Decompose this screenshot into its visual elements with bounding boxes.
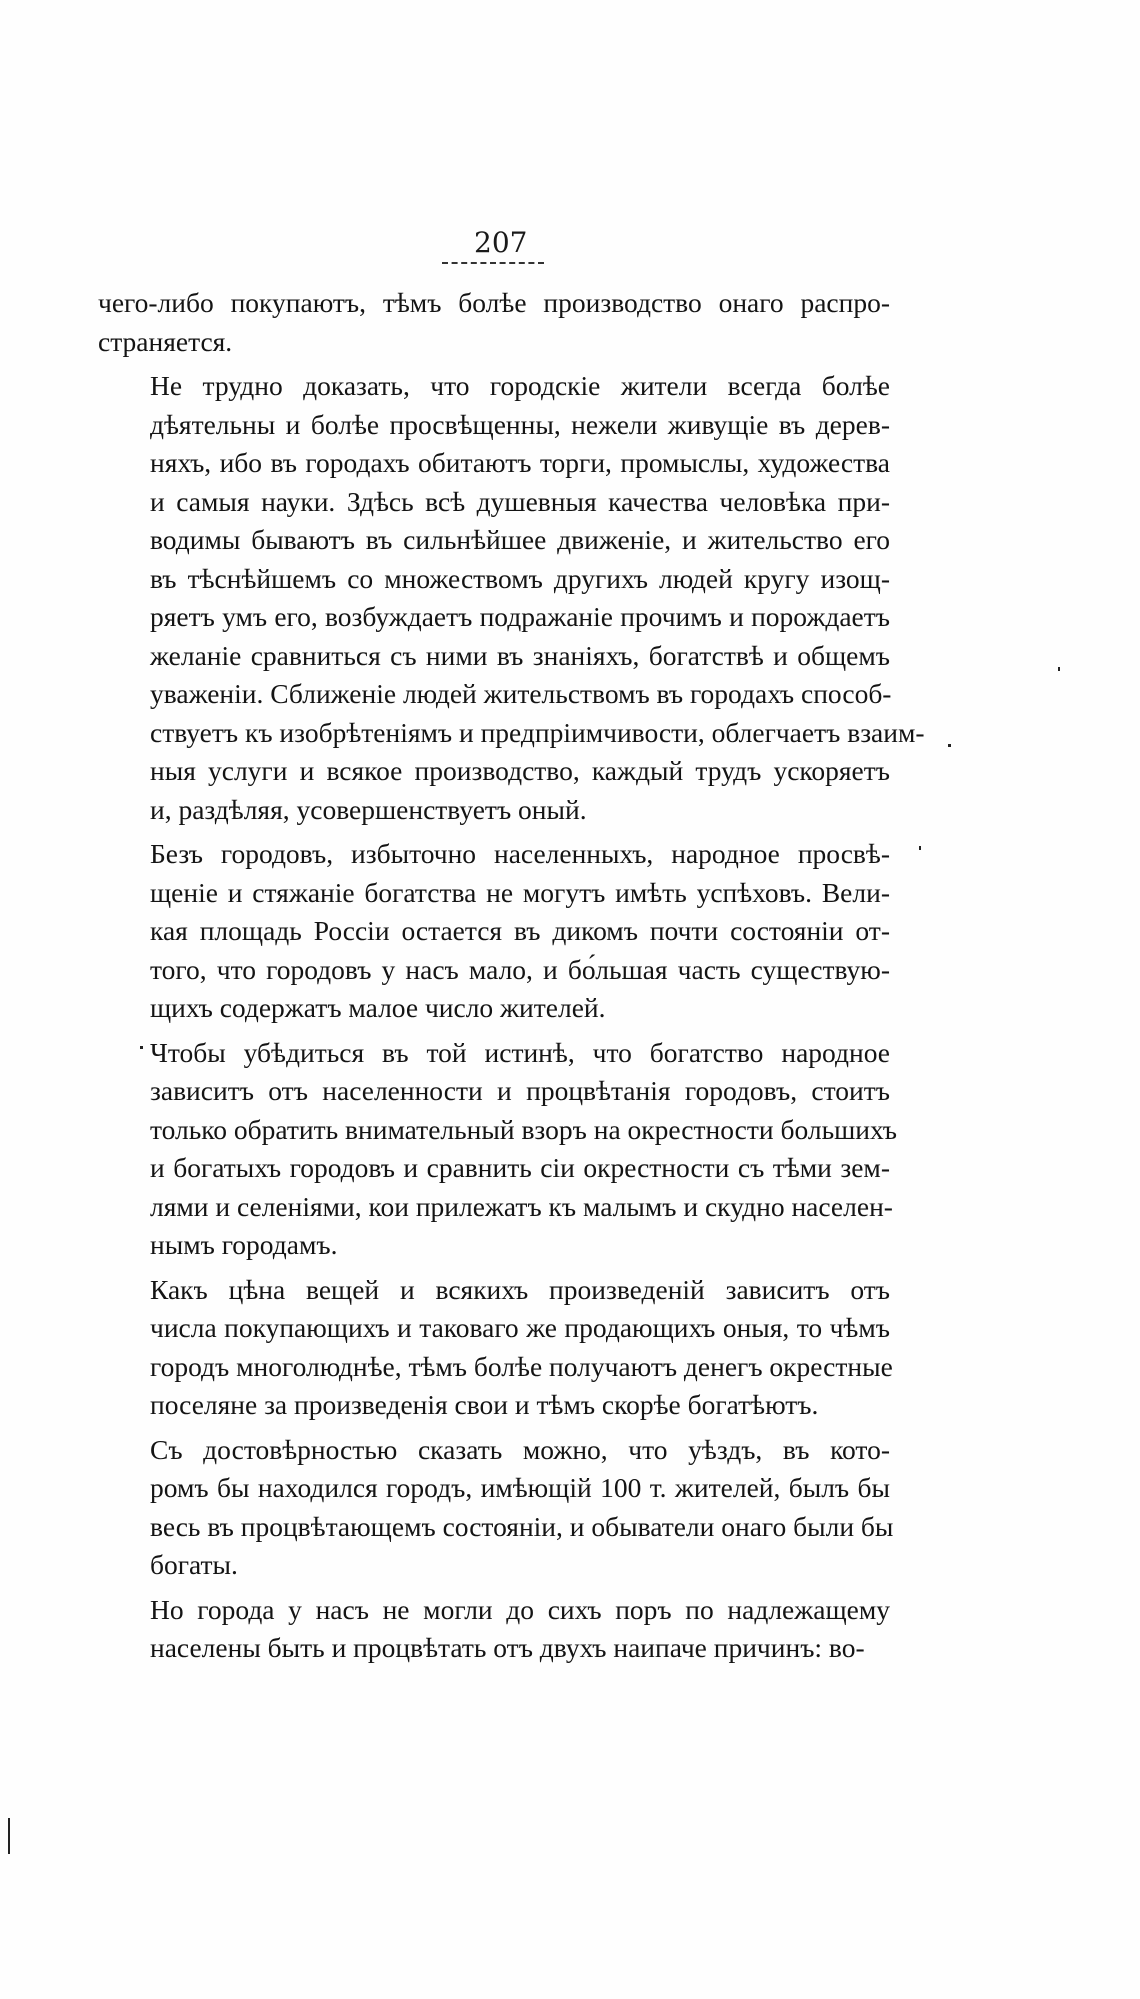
paragraph	[98, 835, 890, 1028]
margin-speck	[919, 846, 921, 850]
page-number-rule	[442, 262, 544, 264]
text-line: няхъ, ибо въ городахъ обитаютъ торги, промыслы, художества	[150, 447, 890, 478]
text-line: поселяне за произведенія свои и тѣмъ скорѣе богатѣютъ.	[150, 1389, 819, 1420]
text-line: Чтобы убѣдиться въ той истинѣ, что богатство народное	[150, 1036, 890, 1068]
text-line: Безъ городовъ, избыточно населенныхъ, народное просвѣ-	[150, 838, 890, 869]
margin-speck	[140, 1046, 143, 1049]
text-line: кая площадь Россіи остается въ дикомъ почти состояніи от-	[150, 915, 890, 946]
text-line: желаніе сравниться съ ними въ знаніяхъ, богатствѣ и общемъ	[150, 639, 890, 671]
text-line: ряетъ умъ его, возбуждаетъ подражаніе прочимъ и порождаетъ	[150, 601, 890, 632]
text-line: Какъ цѣна вещей и всякихъ произведеній зависитъ отъ	[150, 1273, 890, 1305]
text-line: щихъ содержатъ малое число жителей.	[150, 992, 606, 1023]
text-line: Съ достовѣрностью сказать можно, что уѣздъ, въ кото-	[150, 1433, 890, 1465]
text-line: ствуетъ къ изобрѣтеніямъ и предпріимчивости, облегчаетъ взаим-	[150, 716, 925, 748]
text-line: дѣятельны и болѣе просвѣщенны, нежели живущіе въ дерев-	[150, 408, 890, 440]
paragraph	[98, 1271, 893, 1425]
text-line: ромъ бы находился городъ, имѣющій 100 т. жителей, былъ бы	[150, 1472, 890, 1503]
text-line: нымъ городамъ.	[150, 1229, 338, 1260]
text-line: населены быть и процвѣтать отъ двухъ наипаче причинъ: во-	[150, 1632, 865, 1663]
paragraph	[98, 367, 925, 829]
text-line: страняется.	[98, 325, 233, 357]
text-line: и, раздѣляя, усовершенствуетъ оный.	[150, 793, 587, 825]
text-line: весь въ процвѣтающемъ состояніи, и обыватели онаго были бы	[150, 1510, 894, 1542]
text-line: и богатыхъ городовъ и сравнить сіи окрестности съ тѣми зем-	[150, 1152, 890, 1183]
body-text	[98, 284, 925, 1674]
paragraph	[98, 1591, 890, 1668]
text-line: числа покупающихъ и таковаго же продающихъ оныя, то чѣмъ	[150, 1312, 890, 1343]
margin-speck	[948, 744, 951, 747]
text-line: уваженіи. Сближеніе людей жительствомъ въ городахъ способ-	[150, 678, 892, 709]
margin-speck	[1058, 667, 1060, 671]
text-line: чего-либо покупаютъ, тѣмъ болѣе производство онаго распро-	[98, 287, 890, 318]
margin-edge-mark	[8, 1818, 10, 1854]
paragraph	[98, 1431, 894, 1585]
text-line: въ тѣснѣйшемъ со множествомъ другихъ людей кругу изощ-	[150, 562, 890, 594]
text-line: ныя услуги и всякое производство, каждый трудъ ускоряетъ	[150, 755, 890, 786]
page-number: 207	[474, 226, 528, 259]
text-line: богаты.	[150, 1549, 238, 1580]
text-line: только обратить внимательный взоръ на окрестности большихъ	[150, 1113, 897, 1145]
paragraph	[98, 284, 890, 361]
text-line: лями и селеніями, кои прилежатъ къ малымъ и скудно населен-	[150, 1190, 893, 1222]
text-line: того, что городовъ у насъ мало, и бо́льшая часть существую-	[150, 953, 890, 985]
text-line: Не трудно доказать, что городскіе жители всегда болѣе	[150, 370, 890, 401]
text-line: щеніе и стяжаніе богатства не могутъ имѣть успѣховъ. Вели-	[150, 876, 890, 908]
paragraph	[98, 1034, 897, 1265]
text-line: Но города у насъ не могли до сихъ поръ по надлежащему	[150, 1593, 890, 1625]
text-line: городъ многолюднѣе, тѣмъ болѣе получаютъ денегъ окрестные	[150, 1350, 893, 1382]
text-line: водимы бываютъ въ сильнѣйшее движеніе, и жительство его	[150, 524, 890, 555]
text-line: зависитъ отъ населенности и процвѣтанія городовъ, стоитъ	[150, 1075, 890, 1106]
text-line: и самыя науки. Здѣсь всѣ душевныя качества человѣка при-	[150, 485, 890, 517]
